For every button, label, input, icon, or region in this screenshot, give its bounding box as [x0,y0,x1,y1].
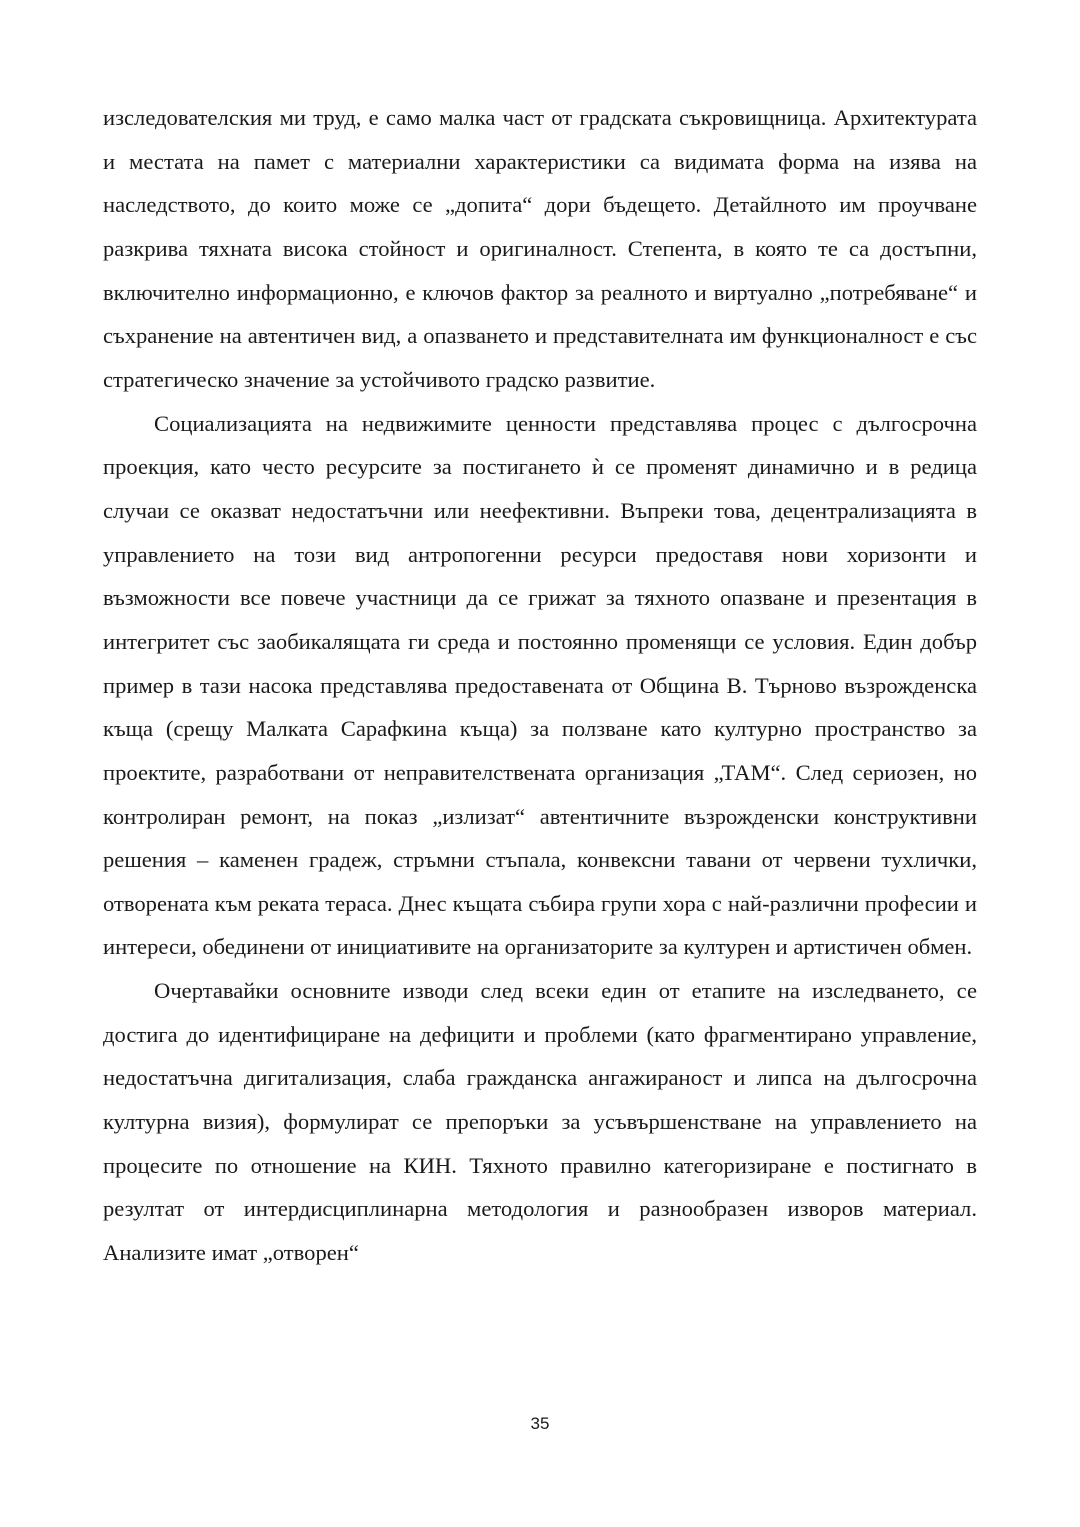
body-text [103,96,977,1275]
page-number: 35 [530,1414,550,1433]
paragraph-conclusions: Очертавайки основните изводи след всеки един от етапите на изследването, се достига до идентифициране на дефицити и проблеми (като фрагментирано управление, недостатъчна дигитализация, слаба гражданска ангажираност и липса на дългосрочна културна визия), формулират се препоръки за усъвършенстване на управлението на процесите по отношение на КИН. Тяхното правилно категоризиране е постигнато в резултат от интердисциплинарна методология и разнообразен изворов материал. Анализите имат „отворен“ [103,978,977,1266]
paragraph-socialization: Социализацията на недвижимите ценности представлява процес с дългосрочна проекция, като често ресурсите за постигането ѝ се променят динамично и в редица случаи се оказват недостатъчни или неефективни. Въпреки това, децентрализацията в управлението на този вид антропогенни ресурси предоставя нови хоризонти и възможности все повече участници да се грижат за тяхното опазване и презентация в интегритет със заобикалящата ги среда и постоянно променящи се условия. Един добър пример в тази насока представлява предоставената от Община В. Търново възрожденска къща (срещу Малката Сарафкина къща) за ползване като културно пространство за проектите, разработвани от неправителствената организация „ТАМ“. След сериозен, но контролиран ремонт, на показ „излизат“ автентичните възрожденски конструктивни решения – каменен градеж, стръмни стъпала, конвексни тавани от червени тухлички, отворената към реката тераса. Днес къщата събира групи хора с най-различни професии и интереси, обединени от инициативите на организаторите за културен и артистичен обмен. [103,410,977,960]
paragraph-continued: изследователския ми труд, е само малка част от градската съкровищница. Архитектурата и местата на памет с материални характеристики са видимата форма на изява на наследството, до които може се „допита“ дори бъдещето. Детайлното им проучване разкрива тяхната висока стойност и оригиналност. Степента, в която те са достъпни, включително информационно, е ключов фактор за реалното и виртуално „потребяване“ и съхранение на автентичен вид, а опазването и представителната им функционалност е със стратегическо значение за устойчивото градско развитие. [103,105,977,392]
